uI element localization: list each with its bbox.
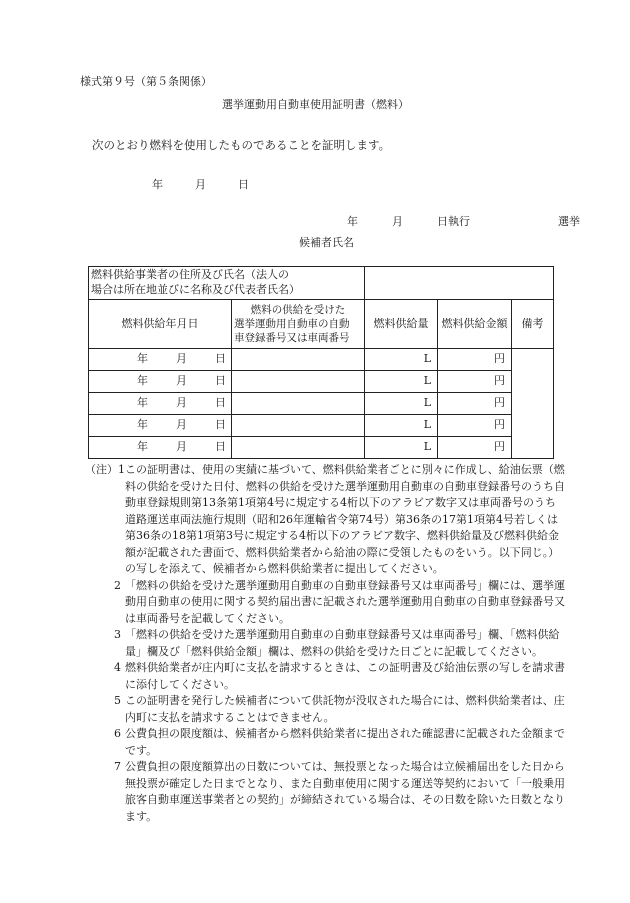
table-row [89,415,554,437]
table-row [89,393,554,415]
row-amount-cell[interactable]: 円 [438,349,512,371]
row-vehicle-cell[interactable] [232,437,365,459]
row-date-cell[interactable] [89,437,232,459]
date-month-label: 月 [195,178,206,191]
note-number-value: 1 [118,463,125,476]
notes-prefix: （注） [85,463,118,476]
note-item [85,726,565,759]
date-year-label: 年 [152,178,163,191]
row-day-label: 日 [215,440,226,454]
note-item [85,693,565,726]
row-date-cell[interactable] [89,393,232,415]
note-item [85,462,565,578]
exec-day-label: 日執行 [437,215,470,228]
fuel-usage-table [88,266,554,459]
note-number: 7 [114,760,121,773]
row-vehicle-cell[interactable] [232,349,365,371]
row-year-label: 年 [137,374,148,388]
supplier-label-line1: 燃料供給事業者の住所及び氏名（法人の [91,268,289,282]
certification-statement: 次のとおり燃料を使用したものであることを証明します。 [92,138,391,152]
header-vehicle-line2: 選挙運動用自動車の自動 [234,317,350,330]
note-number: 4 [114,661,121,674]
form-number: 様式第９号（第５条関係） [80,75,212,88]
header-vehicle-line1: 燃料の供給を受けた [250,303,346,316]
header-fuel-quantity: 燃料供給量 [365,300,438,349]
row-quantity-cell[interactable]: L [365,437,438,459]
note-number [85,462,125,578]
note-text: 公費負担の限度額算出の日数については、無投票となった場合は立候補届出をした日から無投票が確定した日までとなり、また自動車使用に関する運送等契約において「一般乗用旅客自動車運送事業者との契約」が締結されている場合は、その日数を除いた日数となります。 [125,760,565,823]
row-date-cell[interactable] [89,371,232,393]
row-vehicle-cell[interactable] [232,415,365,437]
row-day-label: 日 [215,418,226,432]
row-quantity-cell[interactable]: L [365,371,438,393]
row-amount-cell[interactable]: 円 [438,415,512,437]
row-vehicle-cell[interactable] [232,393,365,415]
row-year-label: 年 [137,396,148,410]
row-quantity-cell[interactable]: L [365,349,438,371]
row-day-label: 日 [215,374,226,388]
row-month-label: 月 [176,396,187,410]
note-text: 公費負担の限度額は、候補者から燃料供給業者に提出された確認書に記載された金額までです。 [125,727,565,757]
certification-date [152,178,249,192]
note-text: 「燃料の供給を受けた選挙運動用自動車の自動車登録番号又は車両番号」欄には、選挙運動用自動車の使用に関する契約届出書に記載された選挙運動用自動車の自動車登録番号又は車両番号を記載してください。 [125,578,565,625]
exec-year-label: 年 [347,215,358,228]
row-quantity-cell[interactable]: L [365,415,438,437]
row-date-cell[interactable] [89,415,232,437]
header-vehicle-number [232,300,365,349]
note-item [85,578,565,628]
table-row [89,349,554,371]
notes-section [85,462,565,825]
header-supply-date: 燃料供給年月日 [89,300,232,349]
note-item [85,627,565,660]
row-vehicle-cell[interactable] [232,371,365,393]
row-year-label: 年 [137,352,148,366]
note-text: 「燃料の供給を受けた選挙運動用自動車の自動車登録番号又は車両番号」欄、「燃料供給量」欄及び「燃料供給金額」欄は、燃料の供給を受けた日ごとに記載してください。 [125,628,560,658]
header-fuel-amount: 燃料供給金額 [438,300,512,349]
row-day-label: 日 [215,352,226,366]
election-label: 選挙 [558,215,580,228]
table-row [89,371,554,393]
remarks-cell[interactable] [512,349,554,459]
row-month-label: 月 [176,418,187,432]
row-date-cell[interactable] [89,349,232,371]
note-number: 6 [114,727,121,740]
row-month-label: 月 [176,352,187,366]
row-amount-cell[interactable]: 円 [438,371,512,393]
row-quantity-cell[interactable]: L [365,393,438,415]
note-number: 2 [114,578,121,592]
note-number: 5 [114,694,121,707]
table-row [89,437,554,459]
document-title: 選挙運動用自動車使用証明書（燃料） [222,98,409,111]
row-day-label: 日 [215,396,226,410]
candidate-name-label: 候補者氏名 [299,236,354,249]
date-day-label: 日 [238,178,249,191]
note-text: この証明書を発行した候補者について供託物が没収された場合には、燃料供給業者は、庄内町に支払を請求することはできません。 [125,694,565,724]
row-year-label: 年 [137,440,148,454]
row-amount-cell[interactable]: 円 [438,393,512,415]
row-year-label: 年 [137,418,148,432]
supplier-label-line2: 場合は所在地並びに名称及び代表者氏名） [91,283,300,296]
exec-month-label: 月 [392,215,403,228]
supplier-label-cell [89,267,365,300]
note-text: この証明書は、使用の実績に基づいて、燃料供給業者ごとに別々に作成し、給油伝票（燃料の供給を受けた日付、燃料の供給を受けた選挙運動用自動車の自動車登録番号のうち自動車登録規則第13条第1項第4号に規定する4桁以下のアラビア数字又は車両番号のうち道路運送車両法施行規則（昭和26年運輸省令第74号）第36条の17第1項第4号若しくは第36条の18第1項第3号に規定する4桁以下のアラビア数字、燃料供給量及び燃料供給金額が記載された書面で、燃料供給業者から給油の際に受領したものをいう。以下同じ。）の写しを添えて、候補者から燃料供給業者に提出してください。 [125,463,565,575]
row-amount-cell[interactable]: 円 [438,437,512,459]
note-text: 燃料供給業者が庄内町に支払を請求するときは、この証明書及び給油伝票の写しを請求書に添付してください。 [125,661,565,691]
row-month-label: 月 [176,374,187,388]
supplier-input-cell[interactable] [365,267,554,300]
note-item [85,759,565,825]
note-item [85,660,565,693]
row-month-label: 月 [176,440,187,454]
election-execution-line [347,215,580,229]
header-vehicle-line3: 車登録番号又は車両番号 [234,332,350,345]
header-remarks: 備考 [512,300,554,349]
note-number: 3 [114,628,121,641]
